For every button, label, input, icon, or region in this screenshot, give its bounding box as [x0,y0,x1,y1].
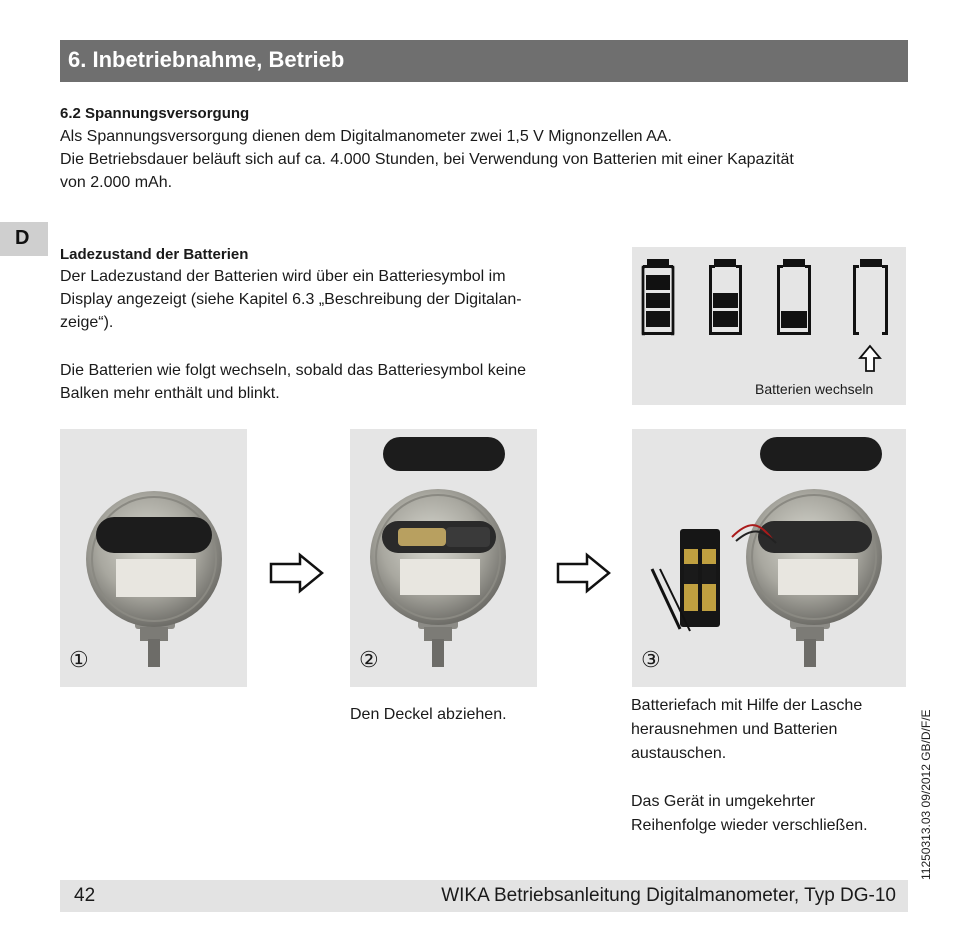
subsection-heading: 6.2 Spannungsversorgung [60,105,250,122]
step-3-caption-line: herausnehmen und Batterien [631,721,838,738]
battery-levels-figure [632,247,906,405]
arrow-right-icon [555,552,613,594]
battery-icon-full [643,259,673,335]
footer-title: WIKA Betriebsanleitung Digitalmanometer, Typ DG-10 [441,885,896,906]
step-3-caption-line: Batteriefach mit Hilfe der Lasche [631,697,863,714]
battery-icon-empty [853,259,888,335]
step-2-photo [350,429,537,687]
paragraph-line: Der Ladezustand der Batterien wird über ein Batteriesymbol im [60,268,506,285]
step-number: ② [359,647,379,672]
arrow-right-icon [268,552,326,594]
paragraph-line: Display angezeigt (siehe Kapitel 6.3 „Beschreibung der Digitalan- [60,291,522,308]
battery-figure-label: Batterien wechseln [755,381,874,397]
step-1-photo [60,429,247,687]
battery-icon-two-bars [709,259,742,335]
paragraph-line: Die Batterien wie folgt wechseln, sobald das Batteriesymbol keine [60,362,527,379]
section-title: 6. Inbetriebnahme, Betrieb [68,47,345,72]
step-number: ③ [641,647,661,672]
step-3-caption-line: austauschen. [631,745,727,762]
step-3-photo [632,429,906,687]
page-number: 42 [74,885,96,906]
step-2-caption: Den Deckel abziehen. [350,706,507,723]
paragraph-line: Balken mehr enthält und blinkt. [60,385,280,402]
language-tab-label: D [15,227,30,249]
paragraph-line: Die Betriebsdauer beläuft sich auf ca. 4.000 Stunden, bei Verwendung von Batterien mit einer Kapazität [60,151,794,168]
step-3-caption-line: Reihenfolge wieder verschließen. [631,817,868,834]
document-code: 11250313.03 09/2012 GB/D/F/E [919,709,933,880]
gauge-illustration [632,429,906,687]
step-number: ① [69,647,89,672]
battery-icon-one-bar [777,259,811,335]
paragraph-line: von 2.000 mAh. [60,174,173,191]
step-3-caption-line: Das Gerät in umgekehrter [631,793,816,810]
paragraph-line: Als Spannungsversorgung dienen dem Digitalmanometer zwei 1,5 V Mignonzellen AA. [60,128,672,145]
paragraph-line: zeige“). [60,314,114,331]
arrow-up-icon [860,346,880,371]
battery-heading: Ladezustand der Batterien [60,246,249,263]
